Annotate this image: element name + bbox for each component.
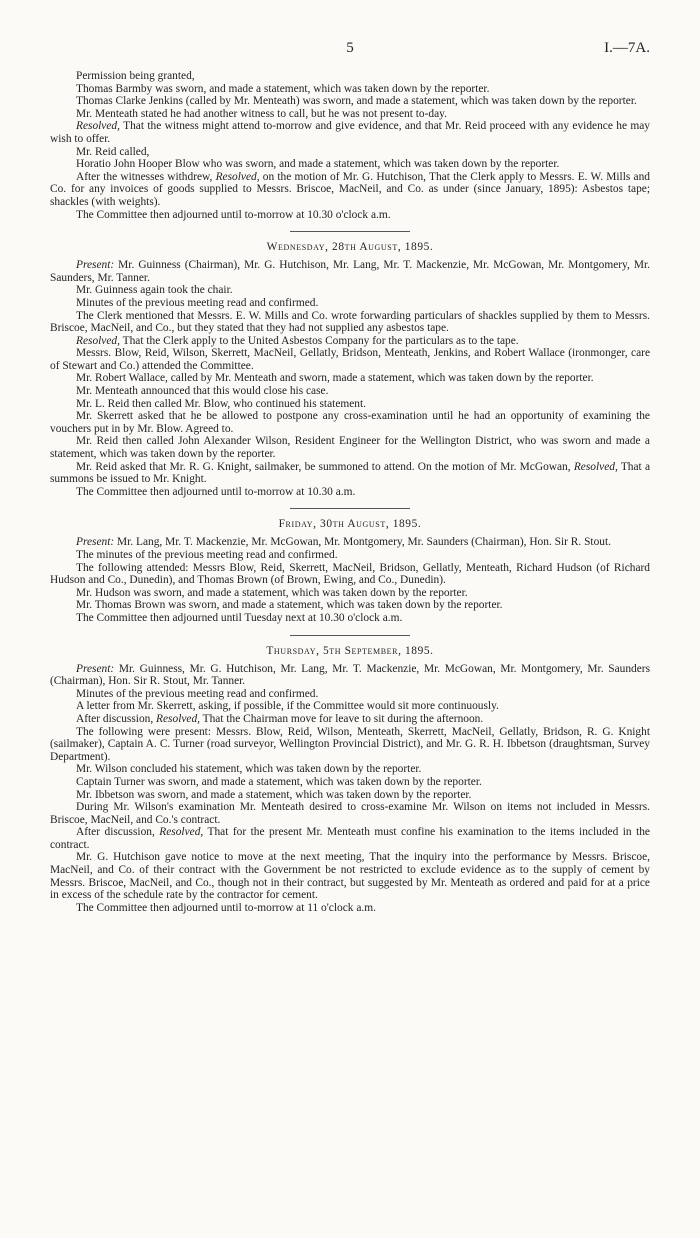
minutes-paragraph: Thomas Barmby was sworn, and made a statement, which was taken down by the reporter. bbox=[76, 82, 490, 95]
section-divider bbox=[290, 231, 410, 232]
minutes-paragraph: The following were present: Messrs. Blow, Reid, Wilson, Menteath, Skerrett, MacNeil, Gellatly, Bridson, R. G. Knight (sailmaker), Captain A. C. Turner (road surveyor, Wellington Provincial District), and Mr. G. R. H. Ibbetson (draughtsman, Survey Department). bbox=[50, 725, 650, 763]
minutes-paragraph: During Mr. Wilson's examination Mr. Menteath desired to cross-examine Mr. Wilson on items not included in Messrs. Briscoe, MacNeil, and Co.'s contract. bbox=[50, 801, 650, 826]
minutes-section bbox=[50, 231, 650, 498]
document-reference: I.—7A. bbox=[604, 40, 650, 56]
minutes-paragraph: Mr. Hudson was sworn, and made a statement, which was taken down by the reporter. bbox=[76, 586, 468, 599]
minutes-paragraph: Present: Mr. Guinness, Mr. G. Hutchison, Mr. Lang, Mr. T. Mackenzie, Mr. McGowan, Mr. Montgomery, Mr. Saunders (Chairman), Hon. Sir R. Stout, Mr. Tanner. bbox=[50, 662, 650, 688]
minutes-paragraph: Resolved, That the Clerk apply to the United Asbestos Company for the particulars as to the tape. bbox=[76, 334, 519, 347]
italic-term: Present: bbox=[76, 662, 115, 675]
minutes-paragraph: The following attended: Messrs Blow, Reid, Skerrett, MacNeil, Bridson, Gellatly, Menteath, Richard Hudson (of Richard Hudson and Co., Dunedin), and Thomas Brown (of Brown, Ewing, and Co., Dunedin). bbox=[50, 561, 650, 587]
page-number: 5 bbox=[346, 40, 354, 56]
minutes-paragraph: Mr. Reid called, bbox=[76, 145, 150, 158]
minutes-paragraph: Mr. Reid asked that Mr. R. G. Knight, sailmaker, be summoned to attend. On the motion of Mr. McGowan, Resolved, That a summons be issued to Mr. Knight. bbox=[50, 460, 650, 486]
italic-term: Resolved, bbox=[159, 826, 204, 839]
minutes-paragraph: Thomas Clarke Jenkins (called by Mr. Menteath) was sworn, and made a statement, which was taken down by the reporter. bbox=[76, 95, 637, 108]
minutes-paragraph: A letter from Mr. Skerrett, asking, if possible, if the Committee would sit more continuously. bbox=[76, 700, 499, 713]
minutes-paragraph: Present: Mr. Lang, Mr. T. Mackenzie, Mr. McGowan, Mr. Montgomery, Mr. Saunders (Chairman), Hon. Sir R. Stout. bbox=[76, 536, 611, 549]
minutes-paragraph: Mr. Menteath announced that this would close his case. bbox=[76, 385, 329, 398]
italic-term: Resolved, bbox=[76, 120, 120, 133]
minutes-paragraph: Mr. Robert Wallace, called by Mr. Menteath and sworn, made a statement, which was taken down by the reporter. bbox=[76, 372, 594, 385]
section-divider bbox=[290, 635, 410, 636]
italic-term: Present: bbox=[76, 259, 115, 272]
minutes-paragraph: The Committee then adjourned until Tuesday next at 10.30 o'clock a.m. bbox=[76, 611, 403, 624]
italic-term: Present: bbox=[76, 536, 115, 549]
minutes-paragraph: Horatio John Hooper Blow who was sworn, and made a statement, which was taken down by the reporter. bbox=[76, 158, 560, 171]
minutes-paragraph: Mr. Menteath stated he had another witness to call, but he was not present to-day. bbox=[76, 107, 447, 120]
minutes-paragraph: Minutes of the previous meeting read and confirmed. bbox=[76, 296, 319, 309]
minutes-paragraph: Mr. Skerrett asked that he be allowed to postpone any cross-examination until he had an opportunity of examining the vouchers put in by Mr. Blow. Agreed to. bbox=[50, 410, 650, 435]
minutes-paragraph: Mr. Guinness again took the chair. bbox=[76, 284, 233, 297]
minutes-section bbox=[50, 508, 650, 624]
minutes-paragraph: Mr. Ibbetson was sworn, and made a statement, which was taken down by the reporter. bbox=[76, 788, 472, 801]
minutes-paragraph: Resolved, That the witness might attend to-morrow and give evidence, and that Mr. Reid proceed with any evidence he may wish to offer. bbox=[50, 120, 650, 145]
minutes-section bbox=[50, 635, 650, 915]
document-body bbox=[50, 70, 650, 914]
meeting-date-heading: Friday, 30th August, 1895. bbox=[278, 518, 422, 531]
minutes-paragraph: The Committee then adjourned until to-morrow at 10.30 a.m. bbox=[76, 485, 356, 498]
minutes-paragraph: Permission being granted, bbox=[76, 70, 195, 82]
minutes-paragraph: Mr. G. Hutchison gave notice to move at the next meeting, That the inquiry into the performance by Messrs. Briscoe, MacNeil, and Co. of their contract with the Government be not restricted to exclude evidence as to the supply of cement by Messrs. Briscoe, MacNeil, and Co., though not in their contract, but suggested by Mr. Menteath as ordered and paid for at a price in excess of the schedule rate by the contractor for cement. bbox=[50, 851, 650, 902]
minutes-paragraph: Mr. Reid then called John Alexander Wilson, Resident Engineer for the Wellington District, who was sworn and made a statement, which was taken down by the reporter. bbox=[50, 435, 650, 461]
italic-term: Resolved, bbox=[215, 170, 260, 183]
minutes-paragraph: Captain Turner was sworn, and made a statement, which was taken down by the reporter. bbox=[76, 775, 482, 788]
meeting-date-heading: Thursday, 5th September, 1895. bbox=[266, 644, 434, 657]
minutes-paragraph: After discussion, Resolved, That for the present Mr. Menteath must confine his examination to the items included in the contract. bbox=[50, 826, 650, 851]
italic-term: Resolved, bbox=[573, 460, 618, 473]
minutes-paragraph: Messrs. Blow, Reid, Wilson, Skerrett, MacNeil, Gellatly, Bridson, Menteath, Jenkins, and Robert Wallace (ironmonger, care of Stewart and Co.) attended the Committee. bbox=[50, 347, 650, 372]
minutes-section bbox=[50, 70, 650, 221]
page-header bbox=[50, 40, 650, 70]
minutes-paragraph: Mr. Thomas Brown was sworn, and made a statement, which was taken down by the reporter. bbox=[76, 599, 503, 612]
italic-term: Resolved, bbox=[156, 712, 201, 725]
section-divider bbox=[290, 508, 410, 509]
minutes-paragraph: The Clerk mentioned that Messrs. E. W. Mills and Co. wrote forwarding particulars of shackles supplied by them to Messrs. Briscoe, MacNeil, and Co., but they stated that they had not supplied any asbestos tape. bbox=[50, 309, 650, 335]
minutes-paragraph: Mr. L. Reid then called Mr. Blow, who continued his statement. bbox=[76, 397, 366, 410]
meeting-date-heading: Wednesday, 28th August, 1895. bbox=[266, 241, 434, 254]
minutes-paragraph: After discussion, Resolved, That the Chairman move for leave to sit during the afternoon. bbox=[76, 712, 484, 725]
minutes-paragraph: After the witnesses withdrew, Resolved, on the motion of Mr. G. Hutchison, That the Clerk apply to Messrs. E. W. Mills and Co. for any invoices of goods supplied to Messrs. Briscoe, MacNeil, and Co. as under (since January, 1895): Asbestos tape; shackles (with weights). bbox=[50, 170, 650, 208]
minutes-paragraph: Minutes of the previous meeting read and confirmed. bbox=[76, 687, 319, 700]
minutes-paragraph: The Committee then adjourned until to-morrow at 11 o'clock a.m. bbox=[76, 901, 376, 914]
minutes-paragraph: The minutes of the previous meeting read and confirmed. bbox=[76, 549, 338, 561]
minutes-paragraph: Present: Mr. Guinness (Chairman), Mr. G. Hutchison, Mr. Lang, Mr. T. Mackenzie, Mr. McGowan, Mr. Montgomery, Mr. Saunders, Mr. Tanner. bbox=[50, 259, 650, 284]
italic-term: Resolved, bbox=[76, 334, 120, 347]
minutes-paragraph: Mr. Wilson concluded his statement, which was taken down by the reporter. bbox=[76, 763, 422, 776]
minutes-paragraph: The Committee then adjourned until to-morrow at 10.30 o'clock a.m. bbox=[76, 208, 391, 221]
